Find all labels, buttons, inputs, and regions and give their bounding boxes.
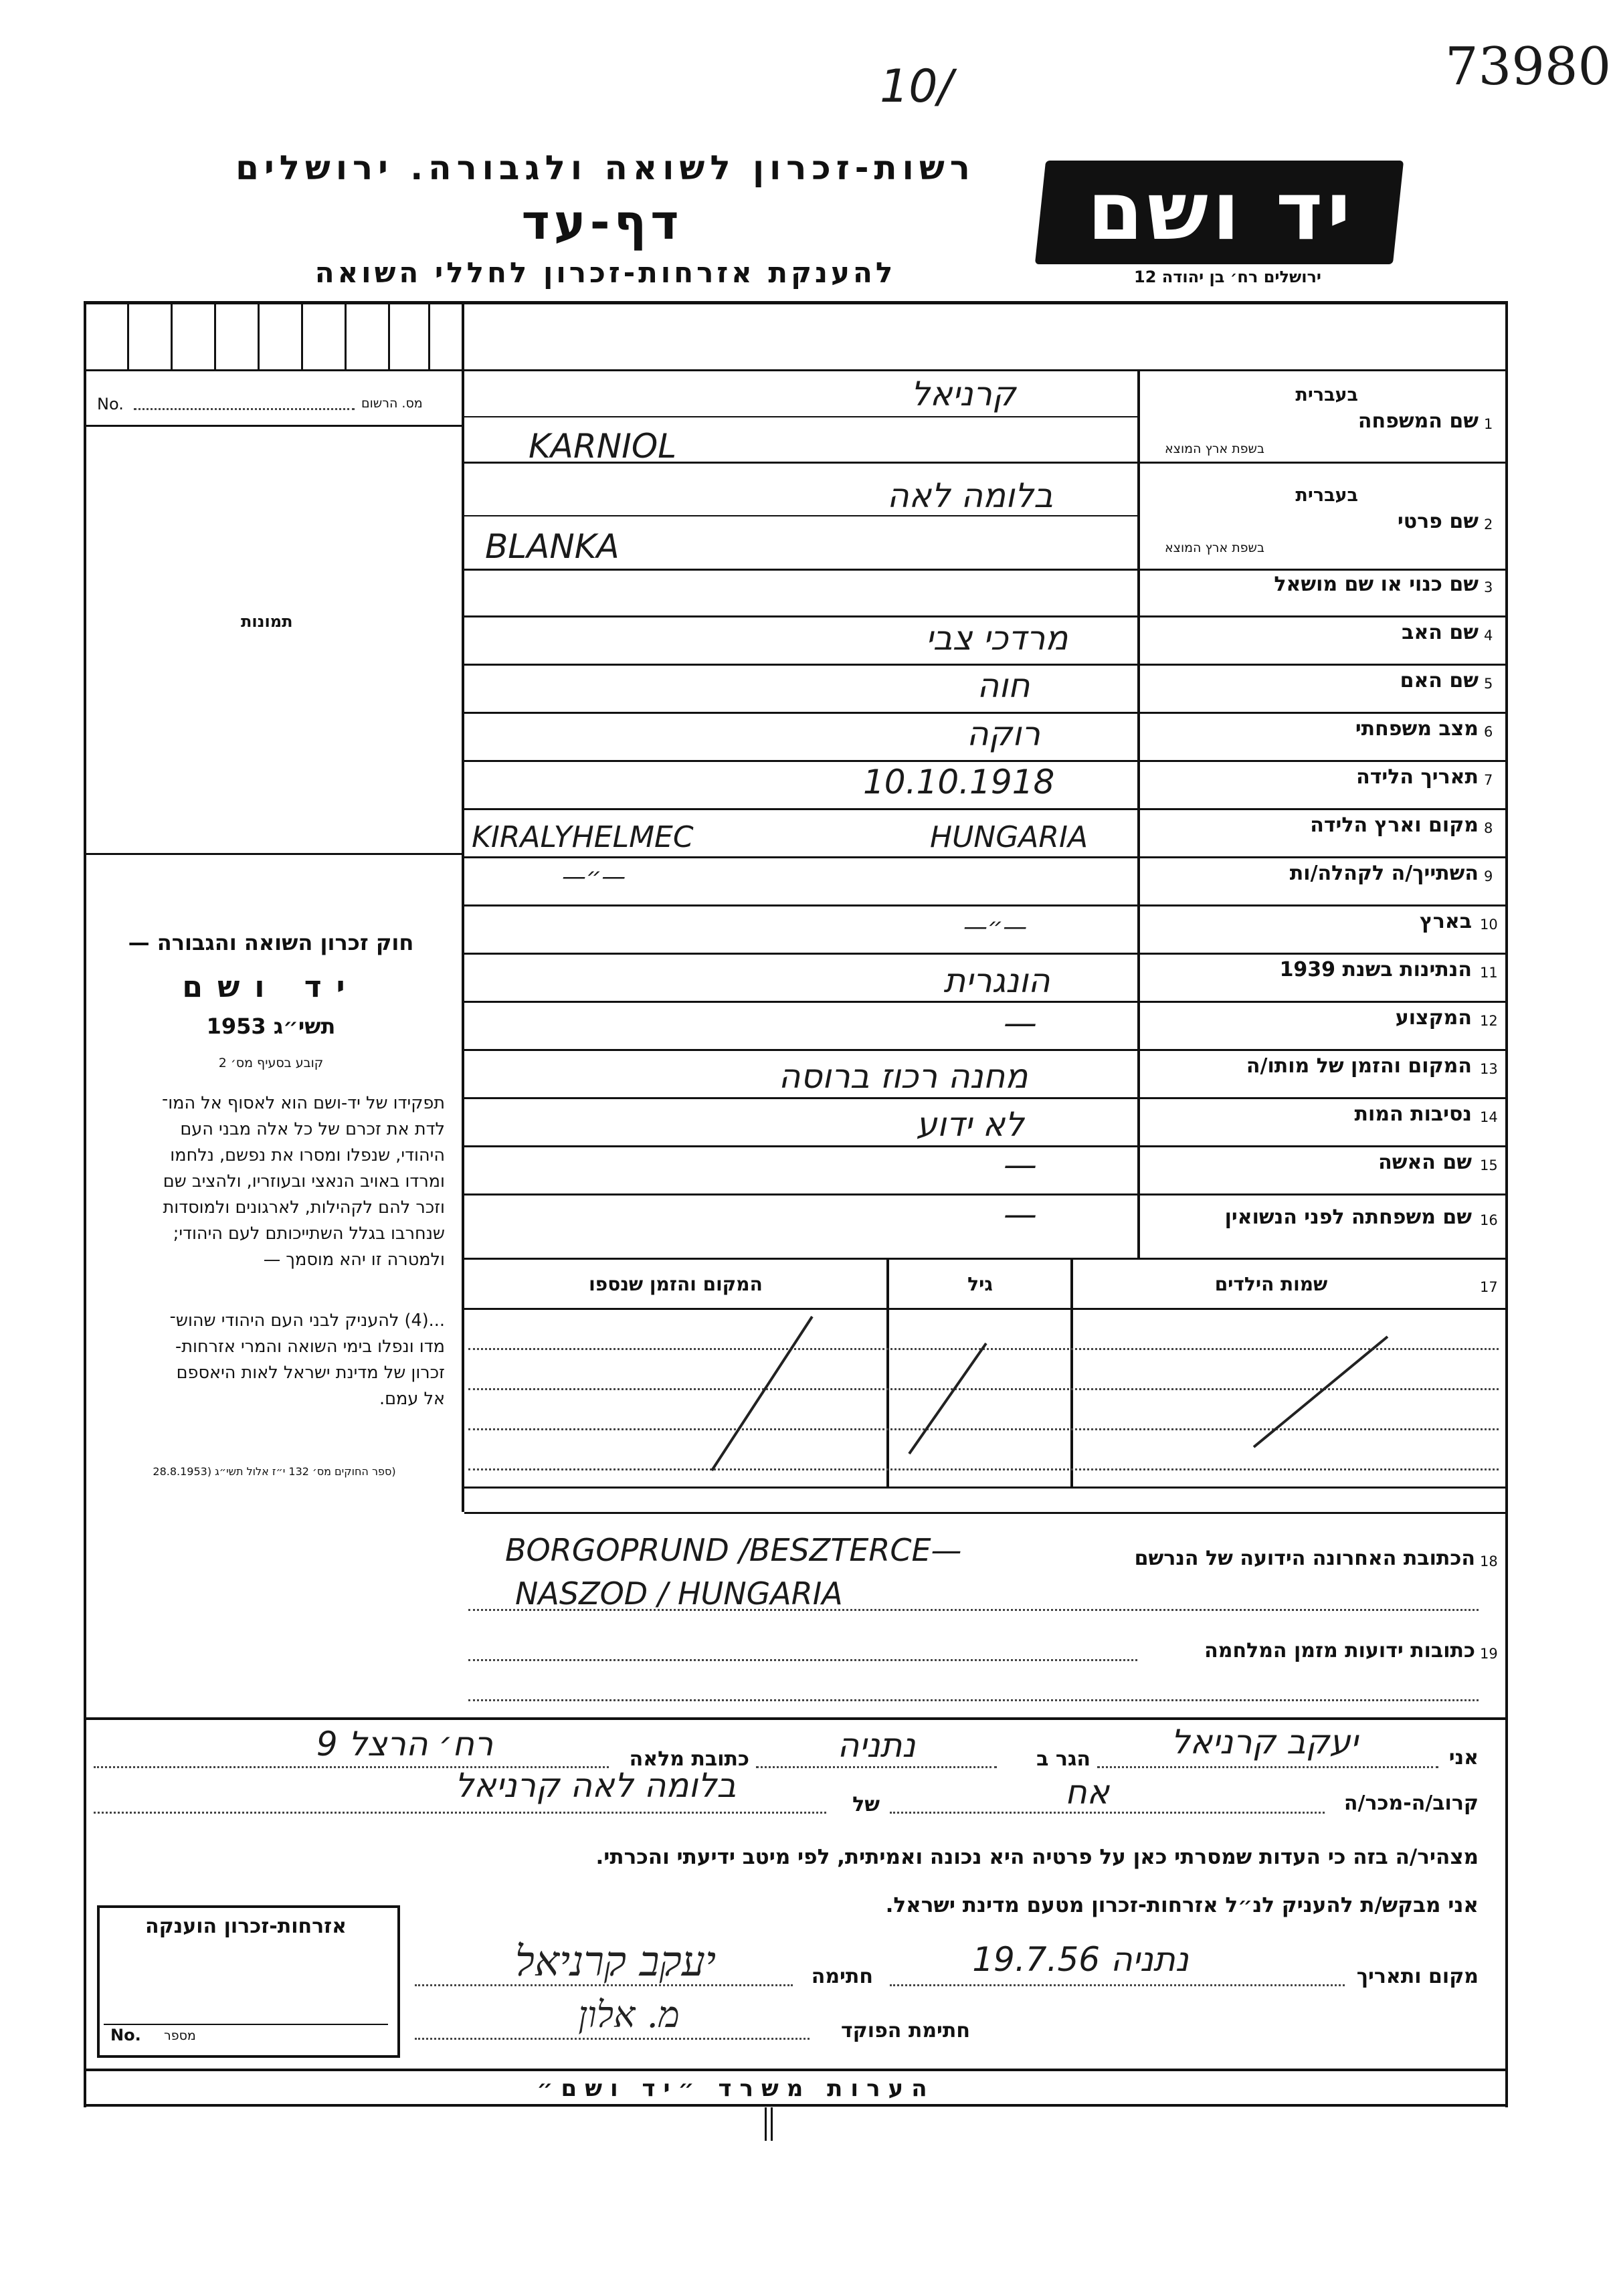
row-rule (464, 615, 1505, 617)
document-title: דף-עד (521, 194, 683, 250)
address-dots (468, 1609, 1479, 1611)
field-label-wife-maiden-name: שם משפחתה לפני הנשואין (1224, 1206, 1472, 1229)
field-number-17: 17 (1480, 1279, 1498, 1295)
frame-right (1505, 304, 1508, 2107)
field-foreign-caption: בשפת ארץ המוצא (1164, 442, 1264, 456)
surname-latin-value: KARNIOL (529, 427, 677, 466)
field-label-nickname: שם כנוי או שם מושאל (1274, 573, 1479, 596)
field-foreign-caption: בשפת ארץ המוצא (1164, 541, 1264, 555)
row-rule (464, 1145, 1505, 1147)
field-label-death-place-time: המקום והזמן של מותו/ה (1246, 1054, 1472, 1078)
declaration-lives-in: הגר ב (1036, 1747, 1091, 1771)
tally-cell (428, 304, 430, 369)
profession-value: — (1004, 1003, 1037, 1042)
empty-stroke (909, 1343, 986, 1454)
row-subrule (464, 416, 1137, 417)
death-circumstances-value: לא ידוע (916, 1105, 1024, 1144)
empty-stroke (712, 1317, 812, 1470)
relation-dots (890, 1812, 1325, 1814)
law-year: תשי״ג 1953 (206, 1014, 336, 1039)
law-line: זכרון של מדינת ישראל לאות היאספם (176, 1363, 445, 1383)
law-line: ומרדו באויב הנאצי ובעוזריו, ולהציב שם (163, 1171, 445, 1191)
death-place-value: מחנה רכוז ברוסה (778, 1057, 1028, 1096)
photo-label: תמונות (241, 612, 293, 631)
law-paragraph-2 (94, 1308, 445, 1412)
field-number-19: 19 (1480, 1646, 1498, 1662)
reg-no-label-hebrew: מס. הרשום (361, 396, 423, 411)
photo-box-bottom (84, 853, 463, 855)
place-date-value: נתניה 19.7.56 (972, 1940, 1189, 1979)
declarant-signature: יעקב קרניאל (514, 1937, 717, 1986)
birth-place-value: KIRALYHELMEC (472, 820, 694, 854)
declaration-relation-label: קרוב/ה-מכר/ה (1343, 1792, 1479, 1815)
law-line: לדת את זכרם של כל אלה מבני העם (180, 1119, 445, 1139)
photo-box-top (84, 425, 463, 427)
birth-date-value: 10.10.1918 (863, 763, 1055, 801)
law-title: חוק זכרון השואה והגבורה — (128, 930, 414, 955)
signature-label: חתימה (811, 1965, 873, 1988)
field-number-15: 15 (1480, 1157, 1498, 1173)
tally-sep (462, 301, 464, 371)
field-label-birth-date: תאריך הלידה (1356, 765, 1479, 789)
field-label-last-address: הכתובת האחרונה הידועה של הנרשם (1134, 1547, 1475, 1570)
empty-stroke (1254, 1337, 1388, 1447)
grant-box-no: No. (110, 2026, 141, 2044)
field-label-first-name: שם פרטי (1397, 510, 1479, 533)
field-number-4: 4 (1484, 628, 1493, 644)
wartime-dots (468, 1659, 1137, 1661)
grant-box-number: מספר (164, 2028, 196, 2043)
field-number-5: 5 (1484, 676, 1493, 692)
row-rule (464, 712, 1505, 714)
page-fraction: 10/ (880, 60, 953, 113)
binding-mark (765, 2107, 767, 2141)
field-number-12: 12 (1480, 1013, 1498, 1029)
document-subtitle: להענקת אזרחות-זכרון לחללי השואה (314, 256, 896, 289)
row-rule (464, 1193, 1505, 1195)
children-table-bottom (464, 1487, 1505, 1489)
field-number-8: 8 (1484, 820, 1493, 836)
field-label-citizenship-1939: הנתינות בשנת 1939 (1279, 958, 1472, 981)
relation-value: אח (1064, 1773, 1110, 1812)
field-label-birth-place: מקום וארץ הלידה (1310, 814, 1479, 837)
office-notes-label: הערות משרד ״יד ושם״ (537, 2075, 935, 2102)
wife-maiden-name-value: — (1004, 1195, 1037, 1234)
country-value: —״— (963, 913, 1028, 941)
declarant-name-value: יעקב קרניאל (1171, 1723, 1358, 1761)
declarant-city-dots (756, 1766, 997, 1768)
field-number-7: 7 (1484, 772, 1493, 788)
officer-signature-dots (415, 2038, 810, 2040)
field-label-surname: שם המשפחה (1357, 409, 1479, 433)
address-bottom-rule (84, 1717, 1508, 1720)
logo-address: ירושלים רח׳ בן יהודה 12 (1134, 268, 1321, 286)
frame-left (84, 301, 86, 2107)
declarant-name-dots (1097, 1766, 1438, 1768)
law-line: ...(4) להעניק לבני העם היהודי שהוש־ (169, 1311, 445, 1331)
archive-number: 73980 (1445, 37, 1611, 97)
of-dots (94, 1812, 826, 1814)
law-name: יד ושם (182, 970, 360, 1004)
grant-box-rule (104, 2024, 388, 2025)
field-label-community: השתייך/ה לקהלה/ות (1289, 862, 1479, 885)
field-number-16: 16 (1480, 1212, 1498, 1228)
declaration-full-address: כתובת מלאה (629, 1747, 749, 1771)
field-number-3: 3 (1484, 579, 1493, 595)
binding-mark (771, 2107, 773, 2141)
law-line: שנחרבו בגלל השתייכותם לעם היהודי; (173, 1224, 445, 1244)
last-address-line-1: BORGOPRUND /BESZTERCE— (505, 1532, 962, 1568)
notes-bottom-rule (84, 2104, 1508, 2107)
birth-country-value: HUNGARIA (930, 820, 1088, 854)
field-number-6: 6 (1484, 724, 1493, 740)
tally-cell (127, 304, 129, 369)
officer-signature-label: חתימת הפוקד (841, 2019, 970, 2042)
field-label-mother: שם האם (1400, 669, 1479, 692)
grant-box-title: אזרחות-זכרון הוענקה (145, 1915, 347, 1938)
children-col-place: המקום והזמן שנספו (589, 1273, 763, 1295)
label-column-divider (1137, 371, 1140, 1260)
last-address-line-2: NASZOD / HUNGARIA (515, 1575, 843, 1612)
field-number-10: 10 (1480, 917, 1498, 933)
first-name-latin-value: BLANKA (485, 527, 620, 566)
field-label-country: בארץ (1419, 910, 1472, 933)
field-label-marital-status: מצב משפחתי (1355, 717, 1479, 741)
row-rule (464, 1258, 1505, 1260)
declaration-request: אני מבקש/ת להעניק לנ״ל אזרחות-זכרון מטעם מדינת ישראל. (885, 1893, 1479, 1917)
field-number-11: 11 (1480, 965, 1498, 981)
tally-bottom (84, 369, 1508, 371)
law-line: תפקידו של יד-ושם הוא לאסוף אל המו־ (162, 1093, 445, 1113)
declaration-ani: אני (1448, 1746, 1479, 1769)
wife-name-value: — (1004, 1145, 1037, 1184)
notes-top-rule (84, 2069, 1508, 2071)
wartime-dots (468, 1699, 1479, 1701)
yad-vashem-logo: יד ושם (1087, 165, 1355, 258)
tally-cell (301, 304, 303, 369)
first-name-hebrew-value: בלומה לאה (887, 476, 1053, 515)
declarant-address-value: רח׳ הרצל 9 (316, 1725, 494, 1763)
field-hebrew-caption: בעברית (1295, 485, 1358, 506)
law-section: קובע בסעיף מס׳ 2 (218, 1056, 324, 1070)
row-rule (464, 808, 1505, 810)
place-date-dots (890, 1984, 1345, 1986)
father-value: מרדכי צבי (925, 619, 1068, 658)
row-rule (464, 569, 1505, 571)
children-col-age: גיל (967, 1273, 993, 1295)
law-line: וזכר להם לקהילות, לארגונים ולמוסדות (163, 1198, 445, 1218)
row-subrule (464, 515, 1137, 516)
row-rule (464, 856, 1505, 858)
declaration-statement: מצהיר/ה בזה כי העדות שמסרתי כאן על פרטיה היא נכונה ואמיתית, לפי מיטב ידיעתי והכרתי. (595, 1845, 1479, 1869)
surname-hebrew-value: קרניאל (911, 375, 1016, 413)
declaration-of: של (852, 1793, 880, 1816)
officer-signature: מ. אלון (578, 1994, 680, 2036)
row-rule (464, 1097, 1505, 1099)
row-rule (464, 953, 1505, 955)
row-rule (464, 760, 1505, 762)
field-label-death-circumstances: נסיבות המות (1354, 1103, 1472, 1126)
tally-cell (171, 304, 173, 369)
field-number-14: 14 (1480, 1109, 1498, 1125)
law-reference: (ספר החוקים מס׳ 132 י״ז אלול תשי״ג (28.8.1953 (153, 1465, 396, 1478)
field-label-wartime-addresses: כתובות ידועות מזמן המלחמה (1204, 1639, 1475, 1662)
children-empty-strokes (464, 1310, 1505, 1491)
frame-top (84, 301, 1508, 304)
community-value: —״— (562, 863, 626, 890)
row-rule (464, 1001, 1505, 1003)
field-number-18: 18 (1480, 1553, 1498, 1569)
field-number-9: 9 (1484, 868, 1493, 884)
field-number-2: 2 (1484, 516, 1493, 533)
address-top-rule (464, 1512, 1505, 1514)
row-rule (464, 1049, 1505, 1051)
reg-no-dots (134, 408, 355, 410)
marital-status-value: רוקה (967, 714, 1040, 753)
tally-cell (258, 304, 260, 369)
law-line: היהודי, שנפלו ומסרו את נפשם, נלחמו (170, 1145, 445, 1165)
mother-value: חוה (977, 666, 1030, 705)
tally-cell (345, 304, 347, 369)
field-number-13: 13 (1480, 1061, 1498, 1077)
law-line: אל עמם. (379, 1389, 445, 1409)
declarant-city-value: נתניה (837, 1726, 916, 1765)
place-date-label: מקום ותאריך (1356, 1965, 1479, 1988)
law-line: ולמטרה זו יהא מוסמך — (263, 1250, 445, 1270)
field-number-1: 1 (1484, 416, 1493, 432)
citizenship-value: הונגרית (943, 961, 1050, 1000)
row-rule (464, 904, 1505, 906)
of-value: בלומה לאה קרניאל (454, 1766, 737, 1805)
row-rule (464, 664, 1505, 666)
field-label-profession: המקצוע (1395, 1006, 1472, 1030)
tally-cell (388, 304, 390, 369)
tally-cell (214, 304, 216, 369)
field-label-father: שם האב (1402, 621, 1479, 644)
children-col-names: שמות הילדים (1214, 1273, 1328, 1295)
field-label-wife-name: שם האשה (1378, 1151, 1472, 1174)
authority-title: רשות-זכרון לשואה ולגבורה. ירושלים (235, 149, 975, 187)
law-line: מדו ונפלו בימי השואה והמרי אזרחות- (175, 1337, 445, 1357)
law-paragraph-1 (94, 1090, 445, 1273)
reg-no-label: No. (97, 395, 124, 413)
field-hebrew-caption: בעברית (1295, 385, 1358, 405)
